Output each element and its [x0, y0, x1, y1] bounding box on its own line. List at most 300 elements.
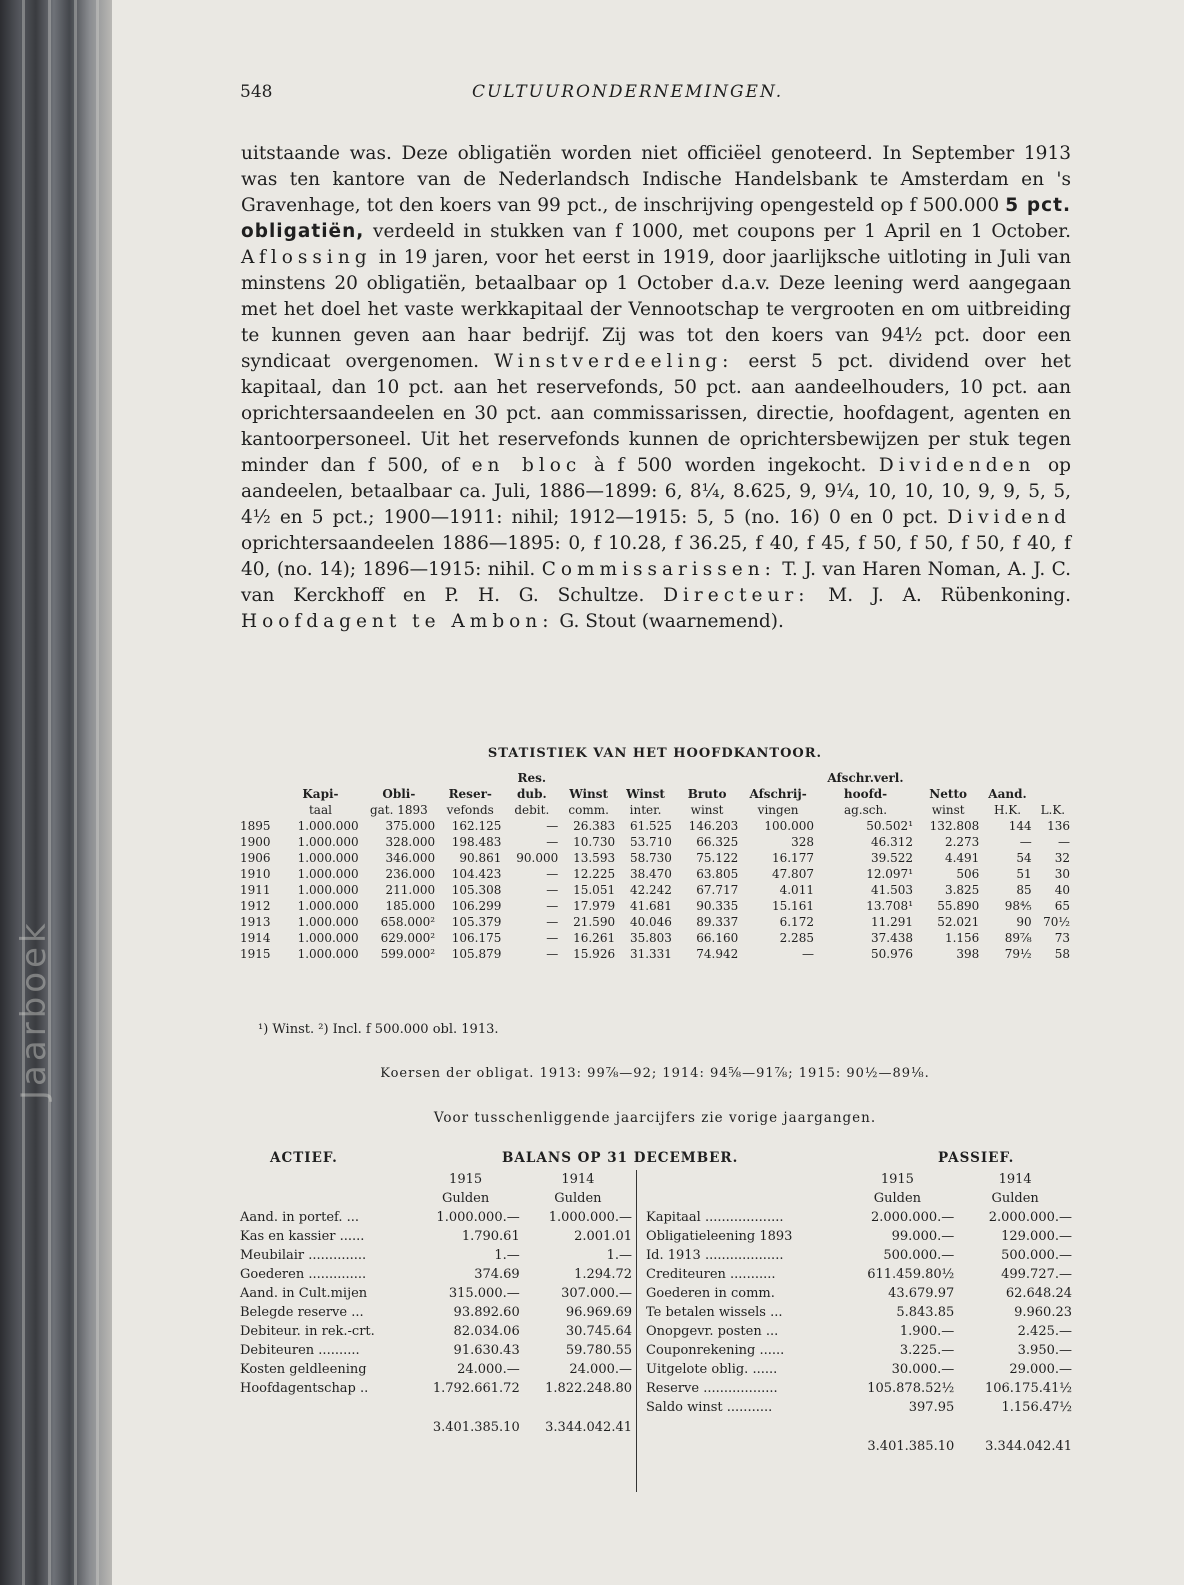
body-text-7: T. J. van Haren Noman, A. J. C. van Kerckhoff en P. H. G. Schultze. — [241, 559, 1072, 606]
actief-value-cell: 93.892.60 — [453, 1305, 520, 1320]
balance-title: BALANS OP 31 DECEMBER. — [502, 1150, 739, 1166]
stat-cell: 162.125 — [451, 819, 502, 833]
stat-cell: 146.203 — [688, 819, 739, 833]
body-text-6: oprichtersaandeelen 1886—1895: 0, f 10.28, f 36.25, f 40, f 45, f 50, f 50, f 50, f 40, f 40, (no. 14); 1896—1915: nihil. — [241, 533, 1071, 580]
stat-year-cell: 1915 — [240, 947, 271, 961]
stat-header-cell: inter. — [629, 803, 662, 817]
stat-header-cell: hoofd- — [843, 787, 888, 801]
balance-divider — [636, 1170, 637, 1492]
actief-row — [238, 1379, 634, 1398]
passief-table — [644, 1170, 1074, 1456]
passief-label-cell: Id. 1913 ................... — [646, 1248, 784, 1263]
stat-cell: 1.156 — [944, 931, 980, 945]
actief-value-cell: 315.000.— — [448, 1286, 520, 1301]
actief-label-cell: Debiteuren .......... — [240, 1343, 360, 1358]
actief-row — [238, 1303, 634, 1322]
stat-year-cell: 1914 — [240, 931, 271, 945]
actief-year-cell: 1915 — [449, 1172, 483, 1187]
stat-cell: 73 — [1054, 931, 1070, 945]
passief-value-cell: 1.156.47½ — [1001, 1400, 1072, 1415]
body-text-2: in 19 jaren, voor het eerst in 1919, door jaarlijksche uitloting in Juli van minstens 20 obligatiën, betaalbaar op 1 October d.a.v. Deze leening werd aangegaan met het doel het vaste werkkapitaal der Vennootschap te vergrooten en om uitbreiding te kunnen geven aan haar bedrijf. Zij was tot den koers van 94½ pct. door een syndicaat overgenomen. — [241, 247, 1071, 372]
passief-value-cell: 499.727.— — [1001, 1267, 1072, 1282]
stat-header-cell — [915, 770, 981, 786]
actief-total-row — [238, 1398, 634, 1437]
passief-label-cell: Kapitaal ................... — [646, 1210, 784, 1225]
stat-cell: 328.000 — [385, 835, 436, 849]
stat-cell: 3.825 — [944, 883, 980, 897]
stat-header-row — [240, 770, 1072, 786]
stat-cell: — — [546, 819, 559, 833]
stat-cell: 398 — [956, 947, 980, 961]
stat-cell: 375.000 — [385, 819, 436, 833]
stat-cell: 54 — [1016, 851, 1032, 865]
stat-cell: 66.160 — [696, 931, 739, 945]
stat-cell: 74.942 — [696, 947, 739, 961]
stat-cell: 90.335 — [696, 899, 739, 913]
passief-value-cell: 5.843.85 — [896, 1305, 955, 1320]
stat-header-row — [240, 802, 1072, 818]
stat-cell: 66.325 — [696, 835, 739, 849]
passief-currency-row — [644, 1189, 1074, 1208]
stat-cell: 1.000.000 — [297, 819, 359, 833]
passief-value-cell: 43.679.97 — [888, 1286, 955, 1301]
actief-value-cell: 91.630.43 — [453, 1343, 520, 1358]
label-hoofdagent: Hoofdagent te Ambon: — [241, 611, 554, 632]
actief-row — [238, 1265, 634, 1284]
label-directeur: Directeur: — [663, 585, 810, 606]
body-text-1: uitstaande was. Deze obligatiën worden niet officiëel genoteerd. In September 1913 was ten kantore van de Nederlandsch Indische Handelsbank te Amsterdam en 's Gravenhage, tot den koers van 99 pct., de inschrijving opengesteld op — [241, 143, 1071, 216]
book-spine — [0, 0, 112, 1585]
passief-row — [644, 1227, 1074, 1246]
stat-cell: 629.000² — [380, 931, 436, 945]
stat-cell: — — [1058, 835, 1070, 849]
stat-cell: 58.730 — [629, 851, 672, 865]
stat-header-cell: Netto — [929, 787, 967, 801]
stat-header-cell: taal — [308, 803, 332, 817]
passief-value-cell: 3.225.— — [899, 1343, 955, 1358]
stat-cell: 63.805 — [696, 867, 739, 881]
label-commissarissen: Commissarissen: — [541, 559, 776, 580]
stat-cell: 50.976 — [871, 947, 914, 961]
stat-row — [240, 898, 1072, 914]
stat-cell: 75.122 — [696, 851, 739, 865]
actief-value-cell: 82.034.06 — [453, 1324, 520, 1339]
stat-header-cell: vingen — [757, 803, 799, 817]
stat-cell: 1.000.000 — [297, 899, 359, 913]
passief-value-cell: 29.000.— — [1009, 1362, 1072, 1377]
stat-cell: 16.177 — [771, 851, 814, 865]
stat-header-cell — [617, 770, 674, 786]
actief-row — [238, 1208, 634, 1227]
stat-header-cell — [674, 770, 740, 786]
stat-year-cell: 1895 — [240, 819, 271, 833]
passief-label-cell: Te betalen wissels ... — [646, 1305, 783, 1320]
stat-footnote: ¹) Winst. ²) Incl. f 500.000 obl. 1913. — [258, 1022, 499, 1037]
stat-row — [240, 834, 1072, 850]
stat-cell: 105.879 — [451, 947, 502, 961]
stat-row — [240, 850, 1072, 866]
stat-cell: — — [1019, 835, 1032, 849]
passief-value-cell: 99.000.— — [891, 1229, 955, 1244]
stat-year-cell: 1906 — [240, 851, 271, 865]
stat-cell: 42.242 — [629, 883, 672, 897]
passief-row — [644, 1208, 1074, 1227]
actief-label-cell: Kosten geldleening — [240, 1362, 367, 1377]
stat-cell: — — [546, 899, 559, 913]
body-text-5: op aandeelen, betaalbaar ca. Juli, 1886—1899: 6, 8¼, 8.625, 9, 9¼, 10, 10, 10, 9, 9, 5, 5, 4½ en 5 pct.; 1900—1911: nihil; 1912—1915: 5, 5 (no. 16) 0 en 0 pct. — [241, 455, 1071, 528]
page-header — [240, 82, 980, 108]
actief-label: ACTIEF. — [270, 1150, 338, 1166]
stat-cell: 41.681 — [629, 899, 672, 913]
stat-cell: 13.708¹ — [866, 899, 914, 913]
actief-value-cell: 1.— — [606, 1248, 632, 1263]
stat-cell: 2.285 — [779, 931, 814, 945]
stat-cell: 1.000.000 — [297, 947, 359, 961]
stat-cell: 79½ — [1004, 947, 1032, 961]
passief-label: PASSIEF. — [938, 1150, 1015, 1166]
stat-cell: 41.503 — [871, 883, 914, 897]
actief-currency-cell: Gulden — [554, 1191, 602, 1206]
stat-cell: 15.926 — [573, 947, 616, 961]
stat-cell: 4.011 — [779, 883, 814, 897]
stat-cell: 17.979 — [573, 899, 616, 913]
stat-header-cell: gat. 1893 — [369, 803, 428, 817]
stat-header-cell: H.K. — [993, 803, 1022, 817]
stat-header-cell — [740, 770, 816, 786]
stat-cell: — — [546, 931, 559, 945]
actief-value-cell: 59.780.55 — [565, 1343, 632, 1358]
stat-header-cell — [437, 770, 503, 786]
actief-value-cell: 30.745.64 — [565, 1324, 632, 1339]
running-title: CULTUURONDERNEMINGEN. — [472, 82, 784, 102]
stat-cell: 31.331 — [629, 947, 672, 961]
stat-row — [240, 930, 1072, 946]
passief-currency-cell: Gulden — [873, 1191, 922, 1206]
page-number: 548 — [240, 82, 273, 102]
stat-table — [240, 770, 1072, 962]
passief-row — [644, 1284, 1074, 1303]
actief-row — [238, 1246, 634, 1265]
actief-label-cell: Kas en kassier ...... — [240, 1229, 365, 1244]
stat-header-cell — [1034, 770, 1072, 786]
book-page — [112, 0, 1184, 1585]
stat-cell: 658.000² — [380, 915, 436, 929]
stat-cell: 10.730 — [573, 835, 616, 849]
stat-cell: 106.299 — [451, 899, 502, 913]
stat-cell: 1.000.000 — [297, 867, 359, 881]
stat-cell: 1.000.000 — [297, 835, 359, 849]
passief-label-cell: Crediteuren ........... — [646, 1267, 776, 1282]
stat-cell: 599.000² — [380, 947, 436, 961]
stat-cell: 32 — [1054, 851, 1070, 865]
stat-row — [240, 946, 1072, 962]
actief-label-cell: Meubilair .............. — [240, 1248, 367, 1263]
actief-row — [238, 1322, 634, 1341]
stat-cell: 106.175 — [451, 931, 502, 945]
stat-cell: 16.261 — [573, 931, 616, 945]
stat-header-cell — [240, 786, 280, 802]
actief-value-cell: 1.000.000.— — [436, 1210, 520, 1225]
stat-cell: 12.097¹ — [866, 867, 914, 881]
body-text-4: à f 500 worden ingekocht. — [581, 455, 879, 476]
stat-cell: 1.000.000 — [297, 915, 359, 929]
actief-currency-cell: Gulden — [441, 1191, 490, 1206]
stat-cell: 52.021 — [937, 915, 980, 929]
stat-cell: 21.590 — [573, 915, 616, 929]
stat-cell: 13.593 — [573, 851, 616, 865]
passief-value-cell: 397.95 — [908, 1400, 955, 1415]
stat-year-cell: 1910 — [240, 867, 271, 881]
actief-years-row — [238, 1170, 634, 1189]
stat-cell: 136 — [1047, 819, 1070, 833]
stat-title: STATISTIEK VAN HET HOOFDKANTOOR. — [487, 746, 823, 761]
passief-label-cell: Saldo winst ........... — [646, 1400, 773, 1415]
stat-header-cell: dub. — [516, 787, 547, 801]
stat-cell: 55.890 — [937, 899, 980, 913]
actief-row — [238, 1360, 634, 1379]
actief-value-cell: 307.000.— — [561, 1286, 632, 1301]
passief-row — [644, 1265, 1074, 1284]
label-dividenden: Dividenden — [878, 455, 1036, 476]
passief-value-cell: 129.000.— — [1001, 1229, 1072, 1244]
stat-cell: 105.379 — [451, 915, 502, 929]
stat-header-cell — [280, 770, 360, 786]
stat-cell: 40.046 — [629, 915, 672, 929]
passief-value-cell: 1.900.— — [899, 1324, 955, 1339]
passief-value-cell: 3.950.— — [1017, 1343, 1072, 1358]
stat-header-cell — [1034, 786, 1072, 802]
koersen-line: Koersen der obligat. 1913: 99⅞—92; 1914: 94⅝—91⅞; 1915: 90½—89⅛. — [380, 1066, 930, 1081]
stat-header-row — [240, 786, 1072, 802]
stat-cell: 6.172 — [779, 915, 814, 929]
stat-header-cell — [981, 770, 1033, 786]
stat-header-cell: Afschr.verl. — [827, 771, 904, 785]
stat-year-cell: 1912 — [240, 899, 271, 913]
stat-header-cell: Afschrij- — [749, 787, 807, 801]
actief-label-cell: Goederen .............. — [240, 1267, 367, 1282]
passief-years-row — [644, 1170, 1074, 1189]
stat-cell: 26.383 — [573, 819, 616, 833]
stat-cell: 4.491 — [944, 851, 980, 865]
stat-cell: 38.470 — [629, 867, 672, 881]
passief-row — [644, 1398, 1074, 1417]
stat-row — [240, 818, 1072, 834]
passief-value-cell: 2.000.000.— — [870, 1210, 955, 1225]
actief-value-cell: 374.69 — [474, 1267, 520, 1282]
passief-value-cell: 2.000.000.— — [988, 1210, 1072, 1225]
stat-cell: — — [546, 883, 559, 897]
stat-year-cell: 1911 — [240, 883, 271, 897]
stat-cell: 90.861 — [459, 851, 502, 865]
stat-cell: 100.000 — [764, 819, 814, 833]
stat-cell: 35.803 — [629, 931, 672, 945]
stat-row — [240, 866, 1072, 882]
passief-year-cell: 1915 — [880, 1172, 914, 1187]
passief-label-cell: Onopgevr. posten ... — [646, 1324, 779, 1339]
passief-label-cell: Uitgelote oblig. ...... — [646, 1362, 778, 1377]
actief-value-cell: 1.000.000.— — [548, 1210, 632, 1225]
stat-cell: 50.502¹ — [866, 819, 914, 833]
actief-label-cell: Aand. in Cult.mijen — [240, 1286, 368, 1301]
actief-value-cell: 1.294.72 — [574, 1267, 632, 1282]
stat-cell: 105.308 — [451, 883, 502, 897]
stat-cell: 211.000 — [385, 883, 436, 897]
body-text-1b: verdeeld in stukken van f 1000, met coupons per 1 April en 1 October. — [364, 221, 1071, 242]
passief-value-cell: 500.000.— — [883, 1248, 955, 1263]
passief-value-cell: 106.175.41½ — [984, 1381, 1072, 1396]
stat-header-cell: comm. — [568, 803, 609, 817]
actief-total-cell: 3.344.042.41 — [545, 1420, 632, 1435]
stat-cell: 90.000 — [516, 851, 559, 865]
stat-header-cell: Kapi- — [302, 787, 339, 801]
stat-cell: 236.000 — [385, 867, 436, 881]
stat-cell: — — [546, 947, 559, 961]
actief-value-cell: 1.822.248.80 — [545, 1381, 632, 1396]
stat-cell: — — [801, 947, 814, 961]
stat-header-cell: vefonds — [446, 803, 494, 817]
stat-cell: 198.483 — [451, 835, 502, 849]
actief-value-cell: 24.000.— — [569, 1362, 632, 1377]
stat-cell: 12.225 — [573, 867, 616, 881]
actief-total-cell: 3.401.385.10 — [432, 1420, 520, 1435]
passief-label-cell: Couponrekening ...... — [646, 1343, 785, 1358]
stat-header-cell — [560, 770, 617, 786]
passief-currency-cell: Gulden — [991, 1191, 1039, 1206]
voor-line: Voor tusschenliggende jaarcijfers zie vorige jaargangen. — [433, 1110, 877, 1126]
stat-header-cell: Obli- — [382, 787, 416, 801]
stat-header-cell: Winst — [569, 787, 609, 801]
stat-cell: — — [546, 835, 559, 849]
stat-cell: 2.273 — [944, 835, 980, 849]
stat-cell: 39.522 — [871, 851, 914, 865]
stat-cell: 185.000 — [385, 899, 436, 913]
passief-row — [644, 1246, 1074, 1265]
passief-value-cell: 500.000.— — [1001, 1248, 1072, 1263]
actief-value-cell: 96.969.69 — [565, 1305, 632, 1320]
actief-row — [238, 1227, 634, 1246]
actief-label-cell: Debiteur. in rek.-crt. — [240, 1324, 375, 1339]
stat-cell: 1.000.000 — [297, 883, 359, 897]
actief-year-cell: 1914 — [561, 1172, 595, 1187]
stat-cell: 40 — [1054, 883, 1070, 897]
stat-header-cell: Res. — [517, 771, 547, 785]
actief-value-cell: 1.792.661.72 — [432, 1381, 520, 1396]
stat-year-cell: 1900 — [240, 835, 271, 849]
stat-header-cell — [240, 802, 280, 818]
spine-text: Jaarboek — [14, 919, 54, 1100]
stat-cell: 144 — [1008, 819, 1032, 833]
actief-label-cell: Belegde reserve ... — [240, 1305, 364, 1320]
passief-row — [644, 1379, 1074, 1398]
passief-total-row — [644, 1417, 1074, 1456]
stat-cell: 98⅘ — [1004, 899, 1032, 913]
passief-total-cell: 3.344.042.41 — [985, 1439, 1072, 1454]
stat-header-cell: L.K. — [1040, 803, 1066, 817]
passief-row — [644, 1303, 1074, 1322]
stat-cell: 51 — [1016, 867, 1032, 881]
stat-cell: 37.438 — [871, 931, 914, 945]
passief-year-cell: 1914 — [998, 1172, 1032, 1187]
stat-header-cell: debit. — [514, 803, 550, 817]
body-paragraph — [241, 141, 1071, 635]
stat-cell: 346.000 — [385, 851, 436, 865]
stat-header-cell: Bruto — [687, 787, 727, 801]
passief-label-cell: Obligatieleening 1893 — [646, 1229, 793, 1244]
actief-value-cell: 2.001.01 — [574, 1229, 632, 1244]
label-winstverdeeling: Winstverdeeling: — [494, 351, 734, 372]
body-text-8: M. J. A. Rübenkoning. — [809, 585, 1071, 606]
body-amount: f 500.000 — [909, 195, 1006, 216]
actief-row — [238, 1341, 634, 1360]
body-text-9: G. Stout (waarnemend). — [553, 611, 784, 632]
stat-header-cell: winst — [690, 803, 724, 817]
stat-cell: 328 — [791, 835, 814, 849]
stat-cell: 1.000.000 — [297, 931, 359, 945]
actief-value-cell: 24.000.— — [457, 1362, 520, 1377]
stat-cell: 53.710 — [629, 835, 672, 849]
stat-header-cell: ag.sch. — [843, 803, 888, 817]
passief-label-cell: Goederen in comm. — [646, 1286, 775, 1301]
passief-value-cell: 611.459.80½ — [867, 1267, 955, 1282]
stat-cell: 65 — [1054, 899, 1070, 913]
actief-row — [238, 1284, 634, 1303]
stat-year-cell: 1913 — [240, 915, 271, 929]
actief-value-cell: 1.790.61 — [461, 1229, 520, 1244]
bold-obligaties: 5 pct. obligatiën, — [241, 195, 1071, 242]
passief-label-cell: Reserve .................. — [646, 1381, 778, 1396]
body-text-3: eerst 5 pct. dividend over het kapitaal, dan 10 pct. aan het reservefonds, 50 pct. aan aandeelhouders, 10 pct. aan oprichtersaandeelen en 30 pct. aan commissarissen, directie, hoofdagent, agenten en kantoorpersoneel. Uit het reservefonds kunnen de oprichtersbewijzen per stuk tegen minder dan f 500, of — [241, 351, 1071, 476]
passief-value-cell: 2.425.— — [1017, 1324, 1072, 1339]
stat-cell: 58 — [1054, 947, 1070, 961]
stat-cell: 70½ — [1043, 915, 1070, 929]
actief-label-cell: Aand. in portef. ... — [240, 1210, 360, 1225]
stat-cell: — — [546, 915, 559, 929]
stat-cell: 132.808 — [929, 819, 980, 833]
actief-table — [238, 1170, 634, 1437]
label-aflossing: Aflossing — [241, 247, 372, 268]
actief-currency-row — [238, 1189, 634, 1208]
stat-header-cell: Aand. — [988, 787, 1027, 801]
stat-header-cell — [240, 770, 280, 786]
passief-value-cell: 30.000.— — [891, 1362, 955, 1377]
stat-header-cell: winst — [931, 803, 965, 817]
stat-cell: 90 — [1016, 915, 1032, 929]
stat-cell: 89⅞ — [1004, 931, 1032, 945]
stat-row — [240, 914, 1072, 930]
actief-value-cell: 1.— — [494, 1248, 520, 1263]
stat-cell: 67.717 — [696, 883, 739, 897]
stat-cell: 506 — [956, 867, 980, 881]
label-dividend: Dividend — [947, 507, 1071, 528]
label-en-bloc: en bloc — [471, 455, 582, 476]
passief-value-cell: 62.648.24 — [1005, 1286, 1072, 1301]
passief-row — [644, 1322, 1074, 1341]
stat-cell: 85 — [1016, 883, 1032, 897]
stat-cell: 61.525 — [629, 819, 672, 833]
passief-row — [644, 1360, 1074, 1379]
passief-total-cell: 3.401.385.10 — [867, 1439, 955, 1454]
stat-cell: 46.312 — [871, 835, 914, 849]
actief-label-cell: Hoofdagentschap .. — [240, 1381, 369, 1396]
stat-cell: — — [546, 867, 559, 881]
passief-value-cell: 9.960.23 — [1014, 1305, 1072, 1320]
stat-cell: 104.423 — [451, 867, 502, 881]
passief-row — [644, 1341, 1074, 1360]
stat-cell: 11.291 — [871, 915, 914, 929]
stat-cell: 47.807 — [771, 867, 814, 881]
stat-header-cell — [361, 770, 437, 786]
stat-cell: 89.337 — [696, 915, 739, 929]
